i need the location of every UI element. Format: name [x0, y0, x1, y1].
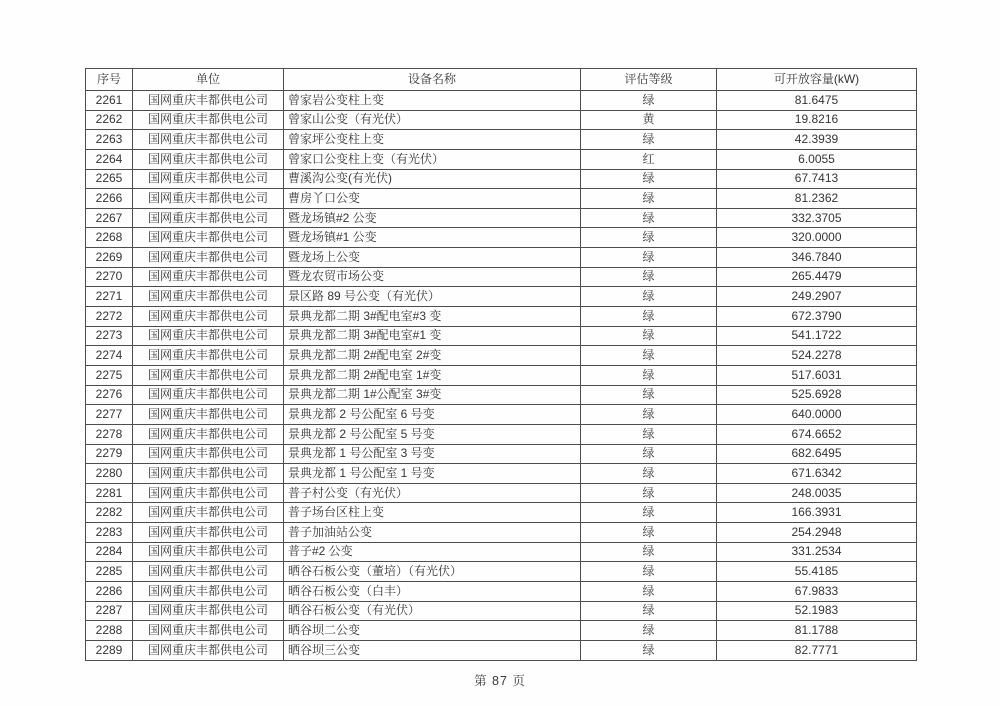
table-row	[86, 110, 917, 130]
table-cell: 晒谷坝三公变	[284, 640, 581, 660]
table-cell: 331.2534	[717, 542, 917, 562]
table-cell: 517.6031	[717, 365, 917, 385]
table-cell: 国网重庆丰都供电公司	[133, 228, 284, 248]
table-cell: 国网重庆丰都供电公司	[133, 640, 284, 660]
table-cell: 2271	[86, 287, 133, 307]
table-cell: 640.0000	[717, 405, 917, 425]
table-cell: 绿	[581, 189, 717, 209]
table-cell: 绿	[581, 444, 717, 464]
table-row	[86, 130, 917, 150]
table-cell: 暨龙场镇#2 公变	[284, 208, 581, 228]
table-row	[86, 424, 917, 444]
table-cell: 国网重庆丰都供电公司	[133, 189, 284, 209]
table-cell: 525.6928	[717, 385, 917, 405]
table-cell: 国网重庆丰都供电公司	[133, 130, 284, 150]
table-row	[86, 621, 917, 641]
table-cell: 249.2907	[717, 287, 917, 307]
table-cell: 绿	[581, 287, 717, 307]
table-cell: 2278	[86, 424, 133, 444]
table-cell: 景典龙都二期 3#配电室#3 变	[284, 307, 581, 327]
table-cell: 2268	[86, 228, 133, 248]
table-row	[86, 464, 917, 484]
table-cell: 2286	[86, 582, 133, 602]
table-cell: 国网重庆丰都供电公司	[133, 424, 284, 444]
table-cell: 绿	[581, 464, 717, 484]
table-cell: 绿	[581, 542, 717, 562]
table-cell: 绿	[581, 228, 717, 248]
table-cell: 2261	[86, 91, 133, 111]
table-row	[86, 169, 917, 189]
table-cell: 黄	[581, 110, 717, 130]
table-cell: 普子#2 公变	[284, 542, 581, 562]
table-cell: 254.2948	[717, 523, 917, 543]
table-cell: 2282	[86, 503, 133, 523]
table-cell: 52.1983	[717, 601, 917, 621]
table-cell: 国网重庆丰都供电公司	[133, 346, 284, 366]
table-row	[86, 91, 917, 111]
table-cell: 绿	[581, 523, 717, 543]
table-cell: 国网重庆丰都供电公司	[133, 523, 284, 543]
table-row	[86, 444, 917, 464]
table-cell: 绿	[581, 208, 717, 228]
table-cell: 晒谷石板公变（有光伏）	[284, 601, 581, 621]
table-cell: 2279	[86, 444, 133, 464]
table-cell: 265.4479	[717, 267, 917, 287]
table-cell: 普子村公变（有光伏）	[284, 483, 581, 503]
table-cell: 绿	[581, 307, 717, 327]
table-cell: 682.6495	[717, 444, 917, 464]
table-row	[86, 326, 917, 346]
table-cell: 国网重庆丰都供电公司	[133, 267, 284, 287]
table-row	[86, 503, 917, 523]
table-cell: 2281	[86, 483, 133, 503]
table-row	[86, 385, 917, 405]
table-row	[86, 149, 917, 169]
table-cell: 景典龙都 2 号公配室 6 号变	[284, 405, 581, 425]
table-cell: 2288	[86, 621, 133, 641]
table-cell: 国网重庆丰都供电公司	[133, 169, 284, 189]
table-row	[86, 405, 917, 425]
table-row	[86, 483, 917, 503]
table-cell: 国网重庆丰都供电公司	[133, 385, 284, 405]
table-cell: 绿	[581, 640, 717, 660]
table-cell: 42.3939	[717, 130, 917, 150]
table-cell: 暨龙场上公变	[284, 248, 581, 268]
table-cell: 国网重庆丰都供电公司	[133, 149, 284, 169]
table-cell: 67.9833	[717, 582, 917, 602]
table-cell: 82.7771	[717, 640, 917, 660]
table-cell: 166.3931	[717, 503, 917, 523]
table-cell: 景典龙都二期 3#配电室#1 变	[284, 326, 581, 346]
table-cell: 346.7840	[717, 248, 917, 268]
table-cell: 2275	[86, 365, 133, 385]
table-cell: 曹溪沟公变(有光伏)	[284, 169, 581, 189]
table-cell: 国网重庆丰都供电公司	[133, 582, 284, 602]
table-cell: 绿	[581, 169, 717, 189]
table-cell: 曹房丫口公变	[284, 189, 581, 209]
table-cell: 绿	[581, 267, 717, 287]
page-number: 第 87 页	[474, 674, 526, 688]
table-cell: 248.0035	[717, 483, 917, 503]
table-cell: 景典龙都二期 2#配电室 2#变	[284, 346, 581, 366]
table-cell: 绿	[581, 601, 717, 621]
table-cell: 景典龙都 1 号公配室 3 号变	[284, 444, 581, 464]
table-cell: 绿	[581, 562, 717, 582]
capacity-table	[85, 68, 917, 661]
table-cell: 国网重庆丰都供电公司	[133, 405, 284, 425]
table-cell: 国网重庆丰都供电公司	[133, 601, 284, 621]
table-cell: 绿	[581, 385, 717, 405]
table-cell: 绿	[581, 483, 717, 503]
table-cell: 541.1722	[717, 326, 917, 346]
table-cell: 672.3790	[717, 307, 917, 327]
table-cell: 普子场台区柱上变	[284, 503, 581, 523]
table-row	[86, 228, 917, 248]
table-cell: 绿	[581, 621, 717, 641]
table-cell: 国网重庆丰都供电公司	[133, 542, 284, 562]
table-cell: 2263	[86, 130, 133, 150]
table-cell: 景区路 89 号公变（有光伏）	[284, 287, 581, 307]
table-cell: 2289	[86, 640, 133, 660]
table-row	[86, 287, 917, 307]
table-cell: 2265	[86, 169, 133, 189]
table-cell: 绿	[581, 365, 717, 385]
table-cell: 绿	[581, 346, 717, 366]
table-cell: 红	[581, 149, 717, 169]
column-header-0: 序号	[86, 69, 133, 91]
table-cell: 674.6652	[717, 424, 917, 444]
table-cell: 晒谷石板公变（白丰）	[284, 582, 581, 602]
table-cell: 国网重庆丰都供电公司	[133, 464, 284, 484]
table-cell: 国网重庆丰都供电公司	[133, 503, 284, 523]
table-cell: 332.3705	[717, 208, 917, 228]
table-cell: 2274	[86, 346, 133, 366]
table-row	[86, 562, 917, 582]
table-cell: 景典龙都二期 1#公配室 3#变	[284, 385, 581, 405]
table-cell: 320.0000	[717, 228, 917, 248]
table-cell: 2285	[86, 562, 133, 582]
table-cell: 2280	[86, 464, 133, 484]
table-cell: 2287	[86, 601, 133, 621]
table-row	[86, 307, 917, 327]
table-cell: 曾家岩公变柱上变	[284, 91, 581, 111]
table-row	[86, 346, 917, 366]
table-cell: 国网重庆丰都供电公司	[133, 307, 284, 327]
table-cell: 绿	[581, 91, 717, 111]
column-header-3: 评估等级	[581, 69, 717, 91]
table-cell: 国网重庆丰都供电公司	[133, 248, 284, 268]
table-cell: 国网重庆丰都供电公司	[133, 444, 284, 464]
table-cell: 景典龙都 1 号公配室 1 号变	[284, 464, 581, 484]
table-cell: 55.4185	[717, 562, 917, 582]
table-cell: 2267	[86, 208, 133, 228]
table-cell: 2284	[86, 542, 133, 562]
column-header-4: 可开放容量(kW)	[717, 69, 917, 91]
table-cell: 2283	[86, 523, 133, 543]
table-cell: 绿	[581, 326, 717, 346]
table-cell: 景典龙都二期 2#配电室 1#变	[284, 365, 581, 385]
table-row	[86, 542, 917, 562]
table-cell: 国网重庆丰都供电公司	[133, 110, 284, 130]
table-cell: 曾家山公变（有光伏）	[284, 110, 581, 130]
table-cell: 81.6475	[717, 91, 917, 111]
table-cell: 晒谷坝二公变	[284, 621, 581, 641]
table-cell: 曾家坪公变柱上变	[284, 130, 581, 150]
table-cell: 19.8216	[717, 110, 917, 130]
table-cell: 绿	[581, 248, 717, 268]
column-header-1: 单位	[133, 69, 284, 91]
table-cell: 绿	[581, 130, 717, 150]
table-cell: 国网重庆丰都供电公司	[133, 208, 284, 228]
table-cell: 81.1788	[717, 621, 917, 641]
table-cell: 6.0055	[717, 149, 917, 169]
table-cell: 2262	[86, 110, 133, 130]
table-cell: 国网重庆丰都供电公司	[133, 562, 284, 582]
table-cell: 2269	[86, 248, 133, 268]
table-cell: 2273	[86, 326, 133, 346]
table-row	[86, 601, 917, 621]
table-cell: 国网重庆丰都供电公司	[133, 483, 284, 503]
table-header-row	[86, 69, 917, 91]
table-cell: 67.7413	[717, 169, 917, 189]
table-cell: 81.2362	[717, 189, 917, 209]
table-cell: 2270	[86, 267, 133, 287]
table-cell: 暨龙农贸市场公变	[284, 267, 581, 287]
table-cell: 国网重庆丰都供电公司	[133, 91, 284, 111]
table-row	[86, 523, 917, 543]
table-row	[86, 582, 917, 602]
table-cell: 524.2278	[717, 346, 917, 366]
table-row	[86, 248, 917, 268]
table-cell: 2276	[86, 385, 133, 405]
table-row	[86, 640, 917, 660]
table-cell: 绿	[581, 582, 717, 602]
table-cell: 曾家口公变柱上变（有光伏）	[284, 149, 581, 169]
table-cell: 普子加油站公变	[284, 523, 581, 543]
table-cell: 绿	[581, 503, 717, 523]
table-cell: 2277	[86, 405, 133, 425]
table-cell: 绿	[581, 405, 717, 425]
table-cell: 国网重庆丰都供电公司	[133, 621, 284, 641]
table-cell: 国网重庆丰都供电公司	[133, 326, 284, 346]
table-row	[86, 365, 917, 385]
table-cell: 2266	[86, 189, 133, 209]
table-row	[86, 267, 917, 287]
table-cell: 国网重庆丰都供电公司	[133, 287, 284, 307]
table-cell: 晒谷石板公变（董培）（有光伏）	[284, 562, 581, 582]
table-cell: 暨龙场镇#1 公变	[284, 228, 581, 248]
column-header-2: 设备名称	[284, 69, 581, 91]
table-cell: 绿	[581, 424, 717, 444]
table-cell: 2272	[86, 307, 133, 327]
table-row	[86, 208, 917, 228]
table-cell: 国网重庆丰都供电公司	[133, 365, 284, 385]
table-cell: 2264	[86, 149, 133, 169]
table-cell: 景典龙都 2 号公配室 5 号变	[284, 424, 581, 444]
table-row	[86, 189, 917, 209]
table-cell: 671.6342	[717, 464, 917, 484]
